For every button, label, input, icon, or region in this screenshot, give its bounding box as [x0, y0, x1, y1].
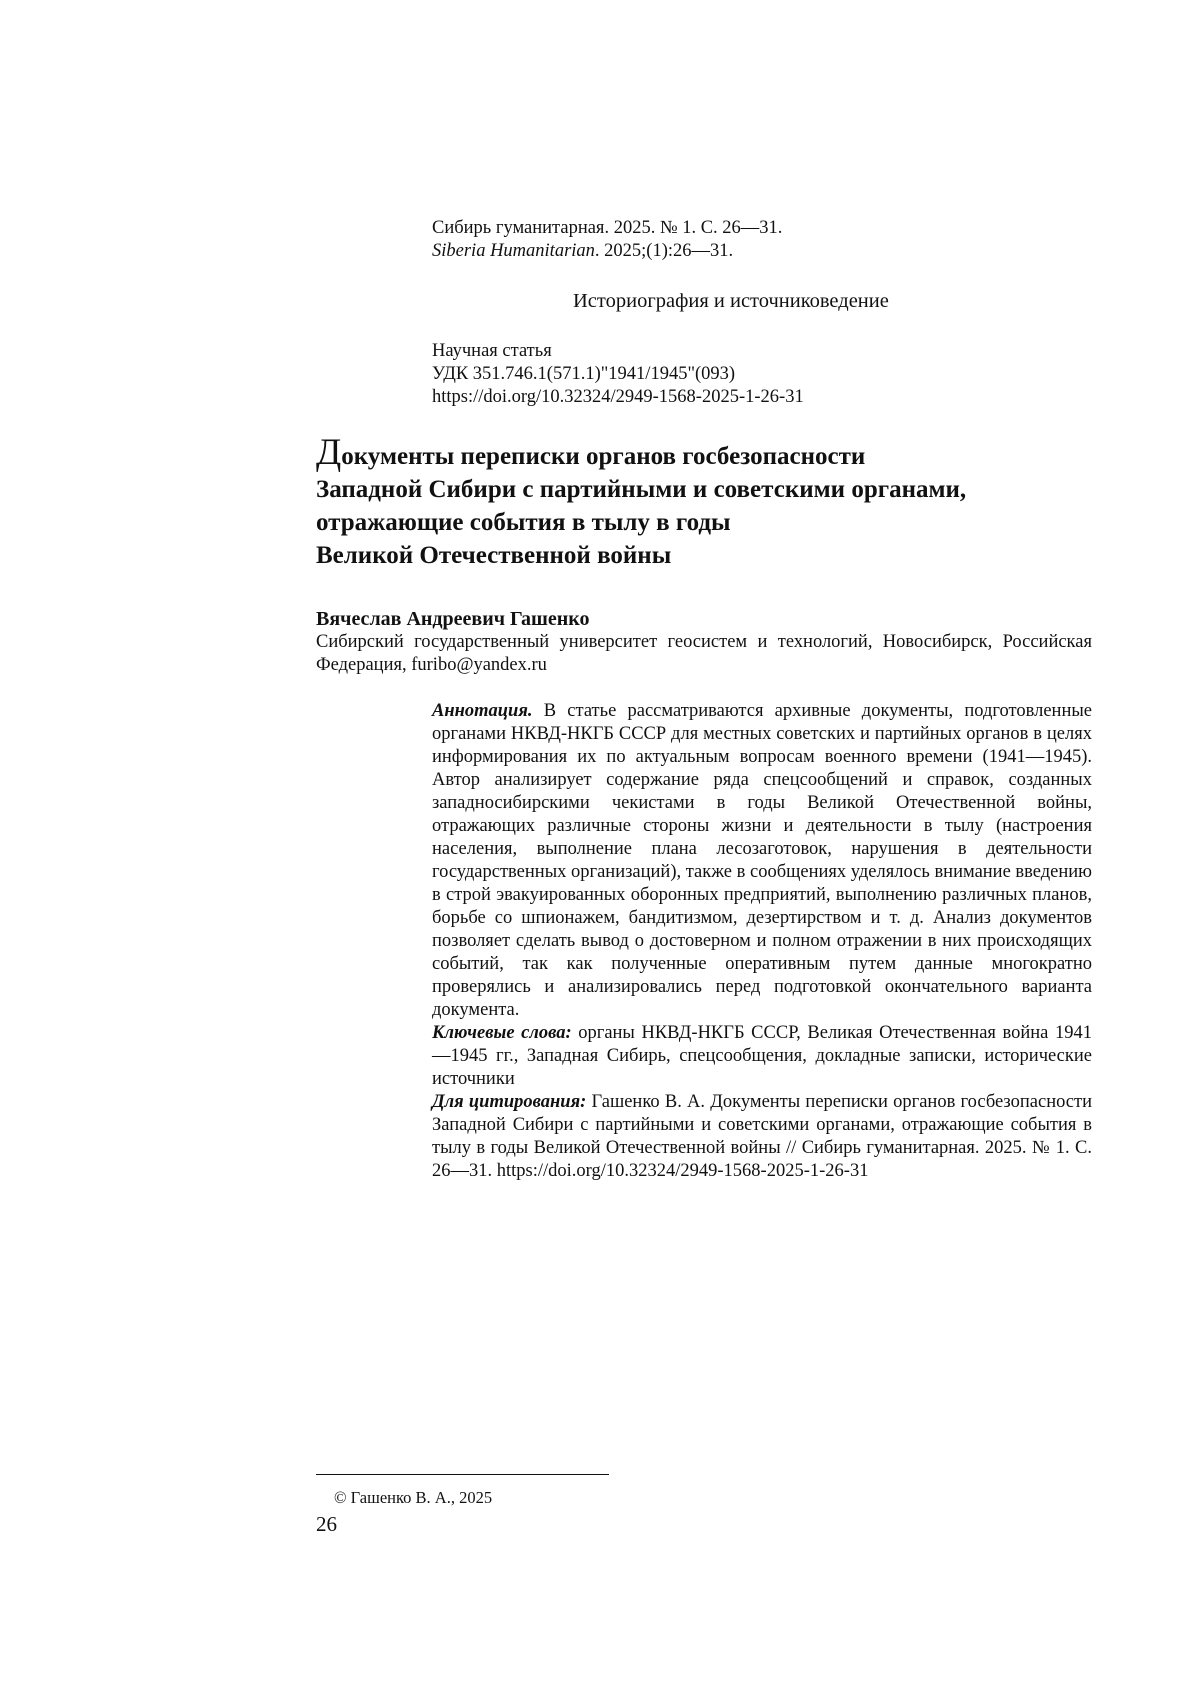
- article-page: [0, 0, 1200, 1697]
- abstract-paragraph: [432, 700, 1092, 1022]
- copyright-note: © Гашенко В. А., 2025: [334, 1488, 492, 1508]
- abstract-block: [432, 700, 1092, 1183]
- section-heading: Историография и источниковедение: [573, 288, 889, 314]
- journal-en-title: Siberia Humanitarian: [432, 241, 595, 261]
- citation-paragraph: [432, 1091, 1092, 1183]
- author-affiliation: Сибирский государственный университет геосистем и технологий, Новосибирск, Российская Федерация, furibo@yandex.ru: [316, 631, 1092, 677]
- author-name: Вячеслав Андреевич Гашенко: [316, 607, 590, 631]
- article-meta: [432, 340, 804, 409]
- title-line-4: Великой Отечественной войны: [316, 539, 1116, 572]
- doi-link[interactable]: https://doi.org/10.32324/2949-1568-2025-1-26-31: [432, 386, 804, 409]
- udk-code: УДК 351.746.1(571.1)"1941/1945"(093): [432, 363, 804, 386]
- article-type: Научная статья: [432, 340, 804, 363]
- title-line-1: [316, 438, 1116, 473]
- abstract-label: Аннотация.: [432, 701, 533, 721]
- keywords-paragraph: [432, 1022, 1092, 1091]
- title-line-3: отражающие события в тылу в годы: [316, 506, 1116, 539]
- article-title: [316, 438, 1116, 572]
- keywords-text: органы НКВД-НКГБ СССР, Великая Отечественная война 1941—1945 гг., Западная Сибирь, спецсообщения, докладные записки, исторические источники: [432, 1023, 1092, 1089]
- keywords-label: Ключевые слова:: [432, 1023, 572, 1043]
- journal-en-rest: . 2025;(1):26—31.: [595, 241, 733, 261]
- journal-en-line: [432, 240, 782, 263]
- citation-label: Для цитирования:: [432, 1092, 586, 1112]
- citation-text: Гашенко В. А. Документы переписки органов госбезопасности Западной Сибири с партийными и советскими органами, отражающие события в тылу в годы Великой Отечественной войны // Сибирь гуманитарная. 2025. № 1. С. 26—31. https://doi.org/10.32324/2949-1568-2025-1-26-31: [432, 1092, 1092, 1181]
- journal-ru-line: Сибирь гуманитарная. 2025. № 1. С. 26—31.: [432, 217, 782, 240]
- abstract-text: В статье рассматриваются архивные документы, подготовленные органами НКВД-НКГБ СССР для местных советских и партийных органов в целях информирования их по актуальным вопросам военного времени (1941—1945). Автор анализирует содержание ряда спецсообщений и справок, созданных западносибирскими чекистами в годы Великой Отечественной войны, отражающих различные стороны жизни и деятельности в тылу (настроения населения, выполнение плана лесозаготовок, нарушения в деятельности государственных организаций), также в сообщениях уделялось внимание введению в строй эвакуированных оборонных предприятий, выполнению различных планов, борьбе со шпионажем, бандитизмом, дезертирством и т. д. Анализ документов позволяет сделать вывод о достоверном и полном отражении в них происходящих событий, так как полученные оперативным путем данные многократно проверялись и анализировались перед подготовкой окончательного варианта документа.: [432, 701, 1092, 1020]
- title-initial: Д: [316, 432, 341, 473]
- title-line-1-rest: окументы переписки органов госбезопасности: [341, 443, 865, 470]
- title-line-2: Западной Сибири с партийными и советскими органами,: [316, 473, 1116, 506]
- footnote-divider: [316, 1474, 609, 1475]
- page-number: 26: [316, 1511, 337, 1537]
- journal-citation: [432, 217, 782, 263]
